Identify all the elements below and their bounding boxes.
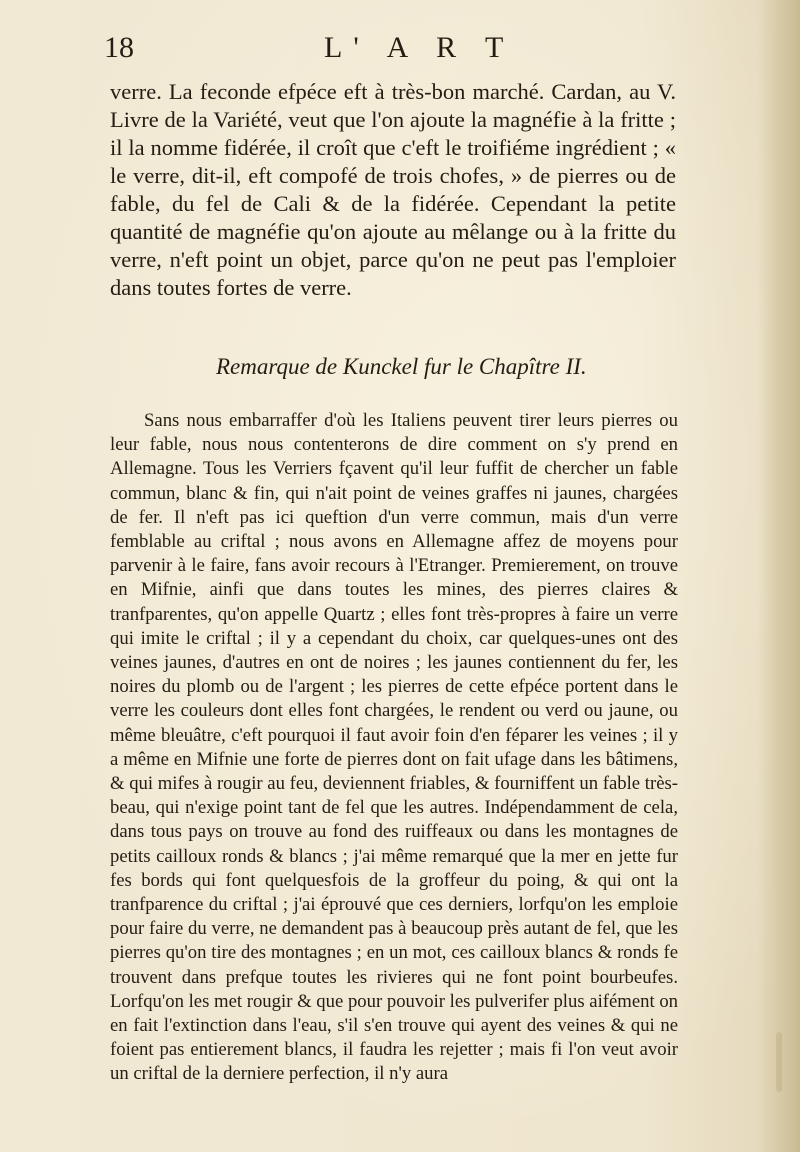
body-paragraph-2: Sans nous embarraffer d'où les Italiens peuvent tirer leurs pierres ou leur fable, nous nous contenterons de dire comment on s'y prend en Allemagne. Tous les Verriers fçavent qu'il leur fuffit de chercher un fable commun, blanc & fin, qui n'ait point de veines graffes ni jaunes, chargées de fer. Il n'eft pas ici queftion d'un verre commun, mais d'un verre femblable au criftal ; nous avons en Allemagne affez de moyens pour parvenir à le faire, fans avoir recours à l'Etranger. Premierement, on trouve en Mifnie, ainfi que dans toutes les mines, des pierres claires & tranfparentes, qu'on appelle Quartz ; elles font très-propres à faire un verre qui imite le criftal ; il y a cependant du choix, car quelques-unes ont des veines jaunes, d'autres en ont de noires ; les jaunes contiennent du fer, les noires du plomb ou de l'argent ; les pierres de cette efpéce portent dans le verre les couleurs dont elles font chargées, le rendent ou verd ou jaune, ou même bleuâtre, c'eft pourquoi il faut avoir foin d'en féparer les veines ; il y a même en Mifnie une forte de pierres dont on fait ufage dans les bâtimens, & qui mifes à rougir au feu, deviennent friables, & fourniffent un fable très-beau, qui n'exige point tant de fel que les autres. Indépendamment de cela, dans tous pays on trouve au fond des ruiffeaux ou dans les montagnes de petits cailloux ronds & blancs ; j'ai même remarqué que la mer en jette fur fes bords qui font quelquesfois de la groffeur du poing, & qui ont la tranfparence du criftal ; j'ai éprouvé que ces derniers, lorfqu'on les emploie pour faire du verre, ne demandent pas à beaucoup près autant de fel, que les pierres qu'on tire des montagnes ; en un mot, ces cailloux blancs & ronds fe trouvent dans prefque toutes les rivieres qui ne font point bourbeufes. Lorfqu'on les met rougir & que pour pouvoir les pulverifer plus aifément on en fait l'extinction dans l'eau, s'il s'en trouve qui ayent des veines & qui ne foient pas entierement blancs, il faudra les rejetter ; mais fi l'on veut avoir un criftal de la derniere perfection, il n'y aura xyxy=(110,410,679,1085)
section-heading: Remarque de Kunckel fur le Chapître II. xyxy=(216,354,587,379)
running-head: L' A R T xyxy=(324,31,515,64)
page-edge-shadow xyxy=(758,0,800,1152)
paper-stain xyxy=(776,1032,782,1092)
body-paragraph-1: verre. La feconde efpéce eft à très-bon marché. Cardan, au V. Livre de la Variété, veut que l'on ajoute la magnéfie à la fritte ; il la nomme fidérée, il croît que c'eft le troifiéme ingrédient ; « le verre, dit-il, eft compofé de trois chofes, » de pierres ou de fable, du fel de Cali & de la fidérée. Cependant la petite quantité de magnéfie qu'on ajoute au mêlange ou à la fritte du verre, n'eft point un objet, parce qu'on ne peut pas l'emploier dans toutes fortes de verre. xyxy=(110,79,676,300)
page-header xyxy=(104,26,664,70)
page-number: 18 xyxy=(104,31,134,64)
